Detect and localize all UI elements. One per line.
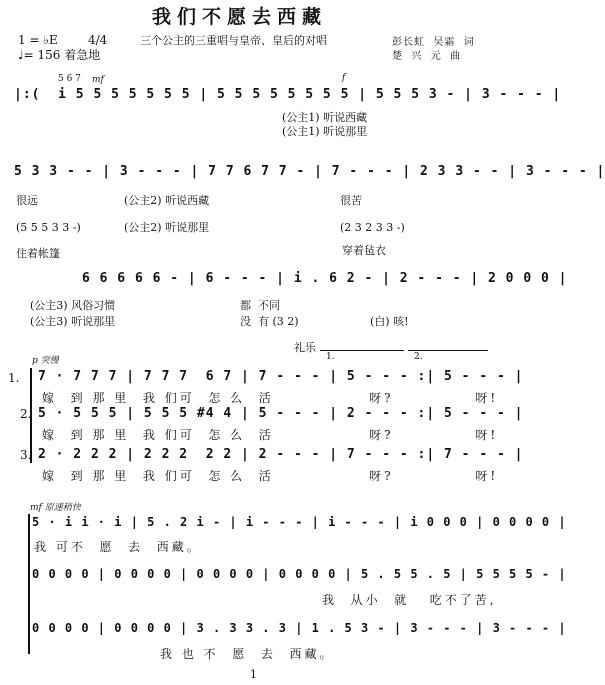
system5-part2-notes: 0 0 0 0 | 0 0 0 0 | 0 0 0 0 | 0 0 0 0 | 5 . 5 5 . 5 | 5 5 5 5 - | — [32, 567, 567, 581]
system1-lyric-2: (公主1) 听说那里 — [282, 125, 368, 138]
system5-part1-notes: 5 · i i · i | 5 . 2 i - | i - - - | i - - - | i 0 0 0 | 0 0 0 0 | — [32, 515, 567, 529]
key-signature: 1 = ♭E — [18, 33, 58, 47]
system1-lyric-1: (公主1) 听说西藏 — [282, 111, 368, 124]
system2-lyric-1b: (公主2) 听说西藏 — [124, 194, 210, 207]
volta-1: 1. — [326, 352, 335, 362]
system5-part2-lyric: 我 从小 就 吃不了苦, — [322, 593, 497, 607]
grace-notes: 5 6 7 — [58, 74, 81, 84]
part3-lyric: 嫁 到 那 里 我 们可 怎 么 活 呀? 呀! — [42, 469, 499, 483]
system3-lyric-2a: (公主3) 听说那里 — [30, 315, 116, 328]
system2-notes: 5 3 3 - - | 3 - - - | 7 7 6 7 7 - | 7 - - - | 2 3 3 - - | 3 - - - | — [14, 164, 605, 179]
system1-notes: |:( i 5 5 5 5 5 5 5 | 5 5 5 5 5 5 5 5 | 5 5 5 3 - | 3 - - - | — [14, 87, 562, 102]
system2-lyric-3b: 穿着毡衣 — [342, 244, 386, 257]
system3-lyric-2c: (白) 咳! — [370, 315, 409, 328]
part3-notes: 2 · 2 2 2 | 2 2 2 2 2 | 2 - - - | 7 - - - :| 7 - - - | — [38, 447, 524, 462]
system2-lyric-3a: 住着帐篷 — [16, 247, 60, 260]
system2-lyric-2c: (2 3 2 3 3 -) — [340, 221, 405, 234]
system2-lyric-2b: (公主2) 听说那里 — [124, 221, 210, 234]
system3-lyric-2b: 没 有 (3 2) — [240, 315, 299, 328]
system5-part3-lyric: 我 也 不 愿 去 西藏。 — [160, 647, 335, 661]
system4-tempo: p 突慢 — [32, 356, 59, 366]
part1-lyric: 嫁 到 那 里 我 们可 怎 么 活 呀? 呀! — [42, 391, 499, 405]
volta-2-line — [408, 350, 488, 351]
system5-part3-notes: 0 0 0 0 | 0 0 0 0 | 3 . 3 3 . 3 | 1 . 5 3 - | 3 - - - | 3 - - - | — [32, 621, 567, 635]
dynamic-mf: mf — [92, 75, 104, 85]
part2-lyric: 嫁 到 那 里 我 们可 怎 么 活 呀? 呀! — [42, 428, 499, 442]
system2-lyric-1a: 很远 — [16, 194, 38, 207]
system5-brace — [28, 514, 30, 654]
dynamic-f: f — [342, 73, 346, 83]
subtitle: 三个公主的三重唱与皇帝、皇后的对唱 — [140, 34, 327, 47]
tempo-marking: ♩= 156 着急地 — [18, 48, 101, 62]
part2-label: 2. — [20, 407, 32, 421]
part2-notes: 5 · 5 5 5 | 5 5 5 #4 4 | 5 - - - | 2 - - - :| 5 - - - | — [38, 406, 524, 421]
lyricist-credit: 彭长虹 吴霜 词 — [392, 37, 475, 48]
system3-notes: 6 6 6 6 6 - | 6 - - - | i . 6 2 - | 2 - - - | 2 0 0 0 | — [82, 271, 568, 286]
system5-part1-lyric: 我 可不 愿 去 西藏。 — [34, 540, 202, 554]
part1-notes: 7 · 7 7 7 | 7 7 7 6 7 | 7 - - - | 5 - - - :| 5 - - - | — [38, 369, 524, 384]
page-title: 我们不愿去西藏 — [152, 6, 328, 28]
volta-1-line — [320, 350, 404, 351]
time-signature: 4/4 — [88, 33, 108, 47]
system2-lyric-2a: (5 5 5 3 3 -) — [16, 221, 81, 234]
system3-lyric-1a: (公主3) 风俗习惯 — [30, 299, 116, 312]
system2-lyric-1c: 很苦 — [340, 194, 362, 207]
system3-mark: 礼乐 — [294, 341, 316, 354]
part3-label: 3. — [20, 448, 32, 462]
part1-label: 1. — [8, 371, 20, 385]
volta-2: 2. — [414, 352, 423, 362]
page-number: 1 — [250, 668, 257, 681]
system5-tempo: mf 原速稍快 — [30, 503, 81, 513]
composer-credit: 楚 兴 元 曲 — [392, 51, 462, 62]
system3-lyric-1b: 都 不同 — [240, 299, 280, 312]
